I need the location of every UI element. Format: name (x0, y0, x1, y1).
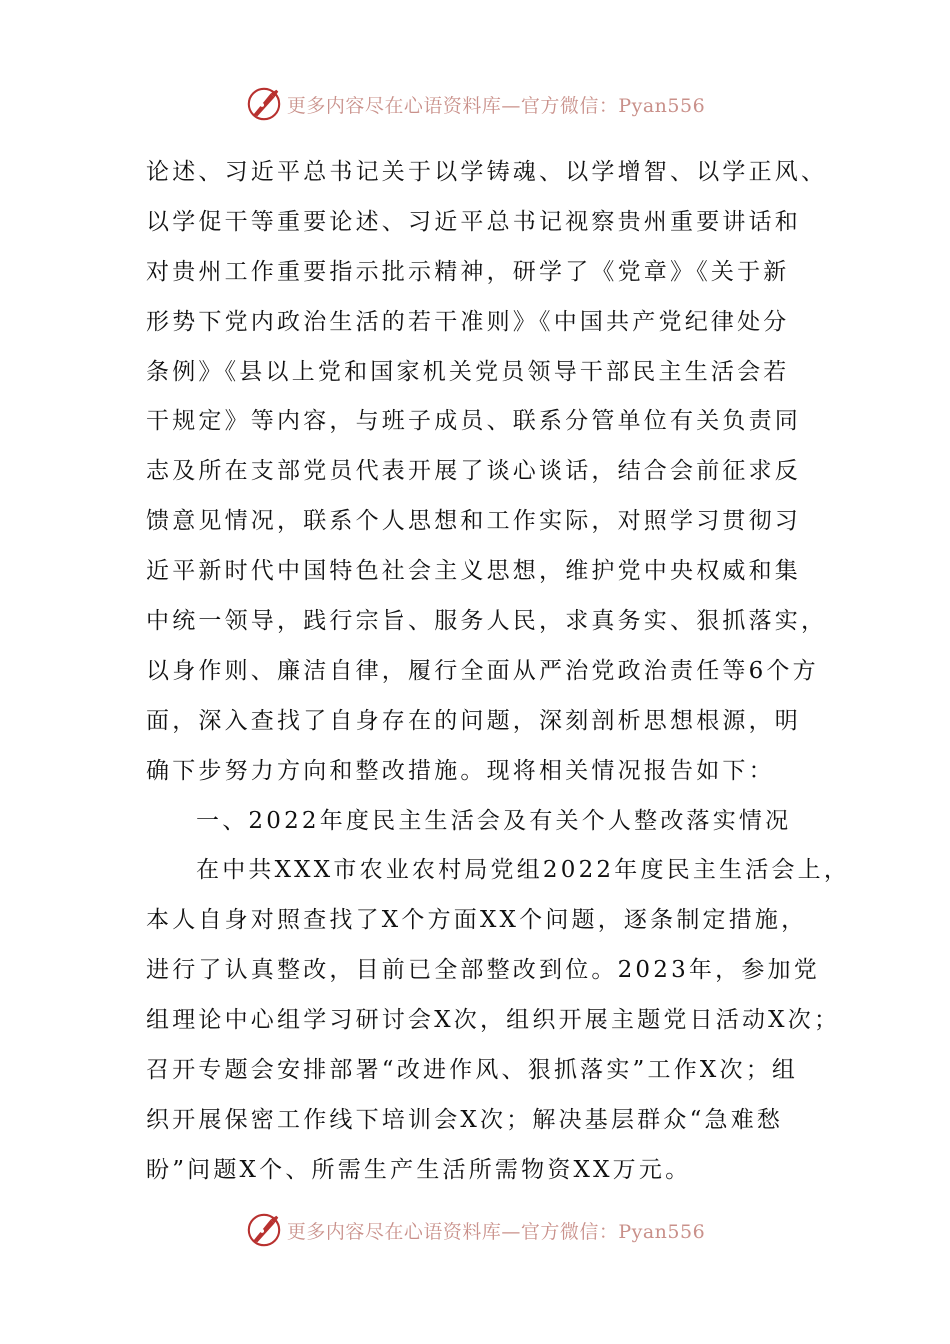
text-line: 召开专题会安排部署“改进作风、狠抓落实”工作X次；组 (146, 1057, 799, 1084)
text-line: 中统一领导，践行宗旨、服务人民，求真务实、狠抓落实， (146, 608, 828, 635)
text-line: 形势下党内政治生活的若干准则》《中国共产党纪律处分 (146, 308, 790, 335)
text-line: 在中共XXX市农业农村局党组2022年度民主生活会上， (196, 857, 851, 884)
document-body (146, 148, 851, 1196)
text-line: 盼”问题X个、所需生产生活所需物资XX万元。 (146, 1156, 692, 1183)
text-line: 组理论中心组学习研讨会X次，组织开展主题党日活动X次； (146, 1007, 841, 1034)
banner-text: 更多内容尽在心语资料库—官方微信：Pyan556 (286, 94, 706, 117)
text-line: 本人自身对照查找了X个方面XX个问题，逐条制定措施， (146, 907, 808, 934)
banner-text: 更多内容尽在心语资料库—官方微信：Pyan556 (286, 1220, 706, 1243)
text-line: 馈意见情况，联系个人思想和工作实际，对照学习贯彻习 (146, 508, 801, 535)
text-line: 条例》《县以上党和国家机关党员领导干部民主生活会若 (146, 358, 790, 385)
pen-nib-logo-icon (245, 1211, 283, 1249)
text-line: 以学促干等重要论述、习近平总书记视察贵州重要讲话和 (146, 208, 801, 235)
text-line: 织开展保密工作线下培训会X次；解决基层群众“急难愁 (146, 1106, 784, 1133)
text-line: 干规定》等内容，与班子成员、联系分管单位有关负责同 (146, 408, 801, 435)
text-line: 一、2022年度民主生活会及有关个人整改落实情况 (196, 807, 792, 834)
text-line: 志及所在支部党员代表开展了谈心谈话，结合会前征求反 (146, 458, 801, 485)
header-banner (0, 82, 950, 126)
text-line: 对贵州工作重要指示批示精神，研学了《党章》《关于新 (146, 258, 790, 285)
text-line: 进行了认真整改，目前已全部整改到位。2023年，参加党 (146, 957, 820, 984)
text-line: 确下步努力方向和整改措施。现将相关情况报告如下： (146, 757, 775, 784)
text-line: 以身作则、廉洁自律，履行全面从严治党政治责任等6个方 (146, 657, 819, 684)
text-line: 近平新时代中国特色社会主义思想，维护党中央权威和集 (146, 558, 801, 585)
footer-banner (0, 1208, 950, 1252)
text-line: 论述、习近平总书记关于以学铸魂、以学增智、以学正风、 (146, 159, 828, 185)
text-line: 面，深入查找了自身存在的问题，深刻剖析思想根源，明 (146, 707, 801, 734)
pen-nib-logo-icon (245, 85, 283, 123)
